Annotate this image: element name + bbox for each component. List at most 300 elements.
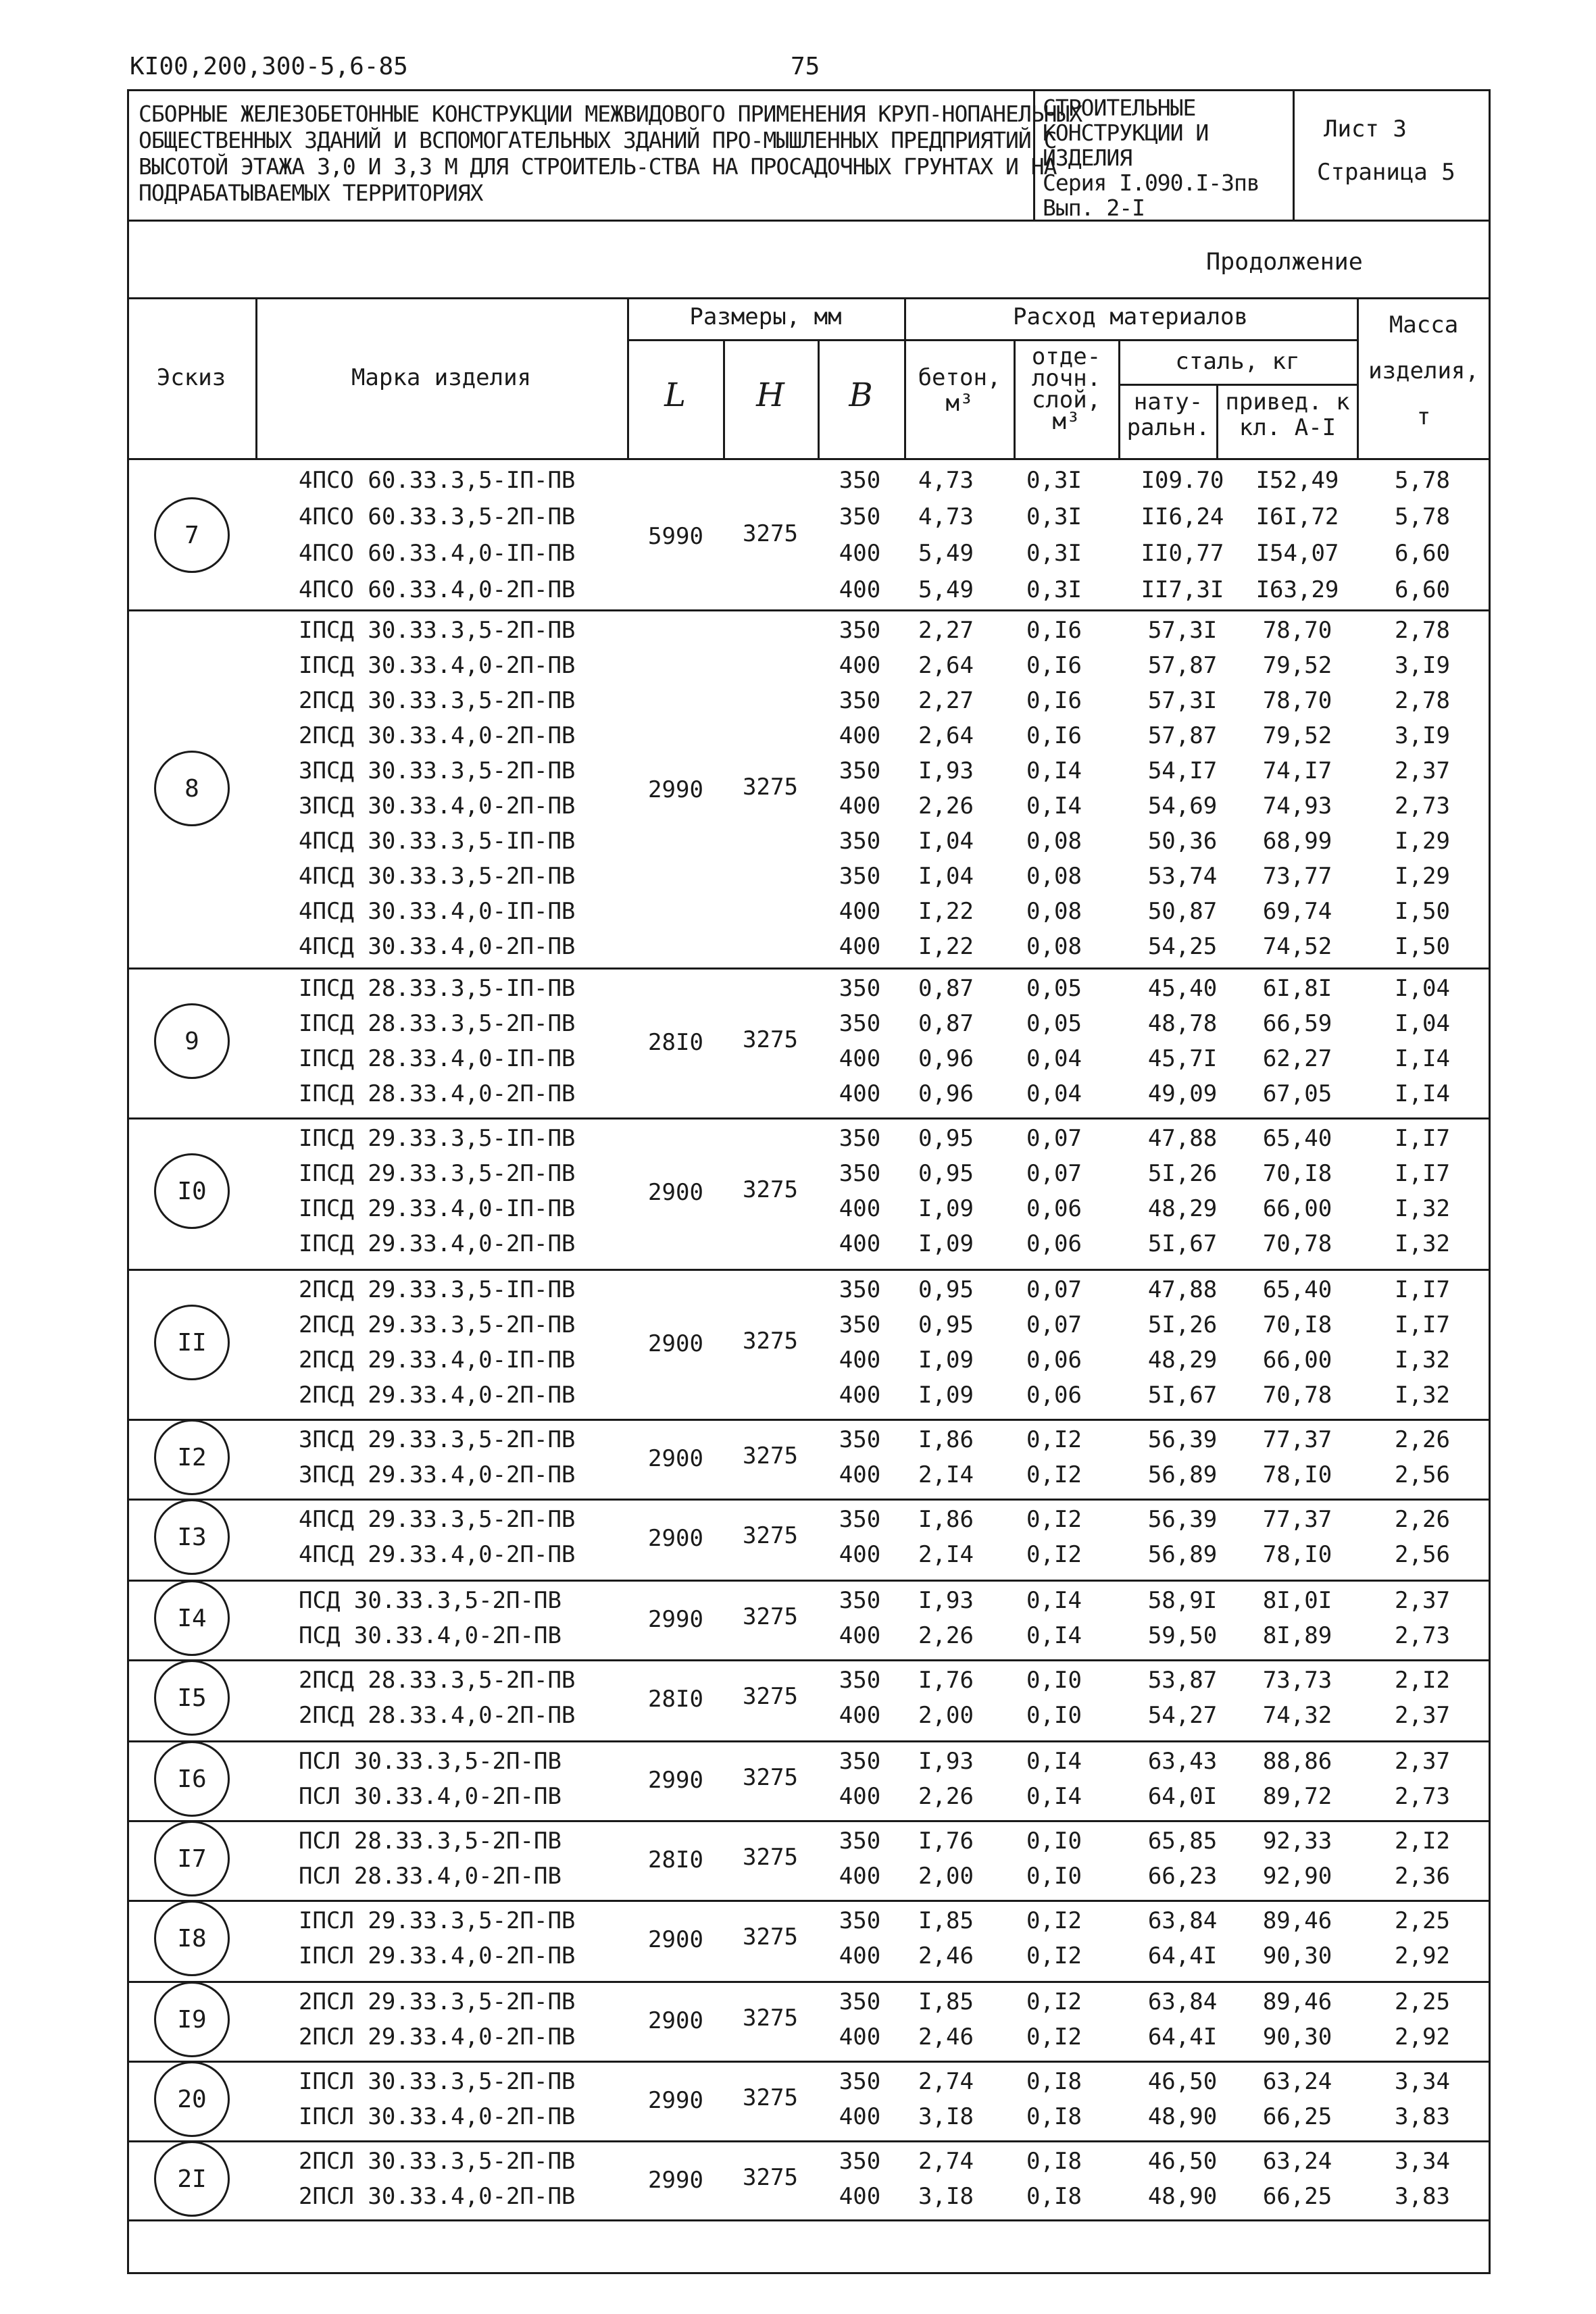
cell-mark: 2ПСЛ 30.33.3,5-2П-ПВ [299,2148,576,2175]
cell-B: 350 [839,503,881,530]
cell-steel-red: 90,30 [1262,1942,1332,1969]
cell-B: 350 [839,1426,881,1453]
cell-steel-nat: 57,87 [1147,722,1218,749]
cell-mass: I,32 [1395,1382,1450,1409]
cell-mark: 4ПСО 60.33.4,0-2П-ПВ [299,576,576,603]
cell-height: 3275 [743,1328,798,1355]
series-line: Серия I.090.I-3пв [1043,170,1260,196]
cell-finish: 0,I0 [1026,1702,1082,1729]
cell-steel-red: 6I,8I [1262,975,1332,1002]
cell-steel-nat: 48,29 [1147,1195,1218,1222]
cell-concrete: I,86 [918,1426,974,1453]
header-mass-line: изделия, [1368,357,1479,384]
cell-steel-nat: 5I,67 [1147,1382,1218,1409]
cell-steel-nat: 53,87 [1147,1667,1218,1694]
cell-B: 350 [839,1506,881,1533]
cell-concrete: I,22 [918,933,974,960]
cell-concrete: 5,49 [918,576,974,603]
cell-concrete: 2,I4 [918,1461,974,1488]
cell-finish: 0,I8 [1026,2068,1082,2095]
cell-concrete: I,22 [918,898,974,925]
cell-B: 350 [839,1010,881,1037]
cell-length: 28I0 [648,1029,703,1056]
header-steel-natural: нату-ральн. [1126,388,1210,441]
cell-mass: 3,83 [1395,2103,1450,2130]
cell-steel-red: 63,24 [1262,2068,1332,2095]
cell-steel-red: 63,24 [1262,2148,1332,2175]
cell-concrete: 5,49 [918,540,974,567]
cell-steel-red: 66,00 [1262,1347,1332,1374]
cell-mark: ПСД 30.33.4,0-2П-ПВ [299,1622,562,1649]
cell-B: 400 [839,2023,881,2051]
cell-steel-red: 79,52 [1262,722,1332,749]
cell-steel-nat: 57,3I [1147,617,1218,644]
cell-finish: 0,I2 [1026,1942,1082,1969]
cell-mass: 2,78 [1395,687,1450,714]
cell-finish: 0,I6 [1026,687,1082,714]
cell-finish: 0,3I [1026,467,1082,494]
cell-B: 400 [839,1045,881,1072]
cell-steel-red: 67,05 [1262,1080,1332,1107]
cell-B: 350 [839,975,881,1002]
series-line: СТРОИТЕЛЬНЫЕ [1043,95,1196,121]
cell-B: 350 [839,1276,881,1303]
cell-mass: 2,73 [1395,793,1450,820]
cell-steel-nat: 48,78 [1147,1010,1218,1037]
cell-steel-nat: II7,3I [1141,576,1224,603]
header-sketch: Эскиз [156,364,226,391]
sketch-number: I5 [154,1660,230,1736]
cell-steel-red: I54,07 [1255,540,1339,567]
cell-concrete: I,76 [918,1828,974,1855]
cell-finish: 0,07 [1026,1160,1082,1187]
cell-mass: I,I7 [1395,1276,1450,1303]
cell-mark: 4ПСД 30.33.4,0-2П-ПВ [299,933,576,960]
cell-concrete: I,93 [918,1587,974,1614]
cell-finish: 0,I4 [1026,1622,1082,1649]
cell-mark: ПСЛ 28.33.3,5-2П-ПВ [299,1828,562,1855]
sketch-number: I8 [154,1901,230,1976]
cell-concrete: I,04 [918,828,974,855]
cell-finish: 0,I2 [1026,2023,1082,2051]
cell-B: 350 [839,1907,881,1934]
cell-height: 3275 [743,2005,798,2032]
cell-mass: 3,I9 [1395,652,1450,679]
cell-mass: I,29 [1395,863,1450,890]
cell-steel-red: 66,00 [1262,1195,1332,1222]
cell-finish: 0,I2 [1026,1988,1082,2015]
cell-mark: 2ПСЛ 30.33.4,0-2П-ПВ [299,2183,576,2210]
cell-steel-nat: 46,50 [1147,2148,1218,2175]
cell-height: 3275 [743,2164,798,2191]
cell-mark: 3ПСД 30.33.4,0-2П-ПВ [299,793,576,820]
cell-B: 400 [839,793,881,820]
cell-steel-red: 66,25 [1262,2103,1332,2130]
cell-mass: 2,56 [1395,1461,1450,1488]
cell-length: 2900 [648,1445,703,1472]
cell-concrete: 2,27 [918,617,974,644]
cell-mass: I,29 [1395,828,1450,855]
cell-finish: 0,I4 [1026,1783,1082,1810]
cell-B: 350 [839,828,881,855]
cell-length: 2990 [648,1606,703,1633]
cell-finish: 0,07 [1026,1276,1082,1303]
cell-concrete: 0,87 [918,1010,974,1037]
cell-B: 400 [839,1195,881,1222]
document-code: КI00,200,300-5,6-85 [130,53,408,80]
cell-B: 350 [839,687,881,714]
cell-steel-red: 8I,89 [1262,1622,1332,1649]
cell-steel-red: 62,27 [1262,1045,1332,1072]
cell-length: 2900 [648,1525,703,1552]
cell-steel-red: 8I,0I [1262,1587,1332,1614]
cell-concrete: 0,96 [918,1080,974,1107]
sketch-number: I9 [154,1982,230,2057]
cell-finish: 0,I4 [1026,793,1082,820]
cell-steel-nat: 64,4I [1147,2023,1218,2051]
cell-B: 400 [839,1461,881,1488]
cell-steel-red: 74,52 [1262,933,1332,960]
cell-B: 400 [839,2183,881,2210]
cell-concrete: 0,95 [918,1160,974,1187]
cell-steel-red: 78,70 [1262,617,1332,644]
cell-steel-nat: 54,27 [1147,1702,1218,1729]
cell-finish: 0,I2 [1026,1461,1082,1488]
sketch-number: 20 [154,2061,230,2137]
cell-mass: 2,26 [1395,1426,1450,1453]
cell-B: 400 [839,1783,881,1810]
cell-length: 2990 [648,2167,703,2194]
cell-mark: 2ПСД 29.33.4,0-IП-ПВ [299,1347,576,1374]
cell-steel-red: 78,70 [1262,687,1332,714]
cell-length: 2990 [648,1767,703,1794]
cell-finish: 0,I0 [1026,1667,1082,1694]
cell-mark: ПСД 30.33.3,5-2П-ПВ [299,1587,562,1614]
cell-B: 400 [839,576,881,603]
cell-steel-nat: 5I,26 [1147,1311,1218,1338]
cell-mass: I,I4 [1395,1080,1450,1107]
header-L: L [664,376,686,414]
cell-mark: ПСЛ 30.33.4,0-2П-ПВ [299,1783,562,1810]
cell-concrete: 3,I8 [918,2103,974,2130]
cell-mark: 2ПСД 30.33.4,0-2П-ПВ [299,722,576,749]
cell-B: 400 [839,1863,881,1890]
cell-B: 350 [839,1587,881,1614]
cell-steel-red: 92,33 [1262,1828,1332,1855]
cell-steel-red: 92,90 [1262,1863,1332,1890]
cell-steel-nat: 54,I7 [1147,757,1218,784]
cell-height: 3275 [743,1026,798,1053]
cell-finish: 0,3I [1026,576,1082,603]
sketch-number: I2 [154,1419,230,1495]
cell-steel-nat: 59,50 [1147,1622,1218,1649]
cell-finish: 0,08 [1026,933,1082,960]
cell-steel-nat: 50,36 [1147,828,1218,855]
cell-B: 350 [839,617,881,644]
cell-finish: 0,04 [1026,1045,1082,1072]
cell-steel-nat: 53,74 [1147,863,1218,890]
cell-mass: 2,37 [1395,1587,1450,1614]
cell-steel-red: 68,99 [1262,828,1332,855]
cell-concrete: 0,87 [918,975,974,1002]
cell-mass: I,I7 [1395,1125,1450,1152]
sketch-number: I7 [154,1821,230,1896]
cell-B: 350 [839,1988,881,2015]
header-concrete: бетон, м³ [918,364,1001,417]
cell-length: 28I0 [648,1846,703,1873]
cell-mass: I,50 [1395,933,1450,960]
cell-steel-nat: I09.70 [1141,467,1224,494]
cell-steel-nat: 56,39 [1147,1426,1218,1453]
cell-B: 400 [839,1942,881,1969]
cell-B: 350 [839,1828,881,1855]
cell-mark: IПСД 28.33.3,5-IП-ПВ [299,975,576,1002]
cell-mass: 2,73 [1395,1622,1450,1649]
cell-concrete: 2,46 [918,2023,974,2051]
cell-mark: 3ПСД 29.33.4,0-2П-ПВ [299,1461,576,1488]
cell-steel-red: 79,52 [1262,652,1332,679]
cell-B: 400 [839,1622,881,1649]
cell-mark: ПСЛ 30.33.3,5-2П-ПВ [299,1748,562,1775]
cell-finish: 0,I8 [1026,2148,1082,2175]
cell-mass: 2,78 [1395,617,1450,644]
cell-mark: IПСД 30.33.3,5-2П-ПВ [299,617,576,644]
header-materials: Расход материалов [1013,303,1248,330]
cell-steel-nat: 63,84 [1147,1907,1218,1934]
cell-height: 3275 [743,2084,798,2111]
cell-height: 3275 [743,774,798,801]
cell-mass: I,04 [1395,1010,1450,1037]
cell-concrete: I,04 [918,863,974,890]
cell-concrete: 2,74 [918,2148,974,2175]
cell-steel-red: 88,86 [1262,1748,1332,1775]
cell-steel-red: 70,78 [1262,1382,1332,1409]
cell-concrete: 0,96 [918,1045,974,1072]
cell-B: 400 [839,1080,881,1107]
cell-mass: 5,78 [1395,467,1450,494]
cell-mark: 3ПСД 30.33.3,5-2П-ПВ [299,757,576,784]
sketch-number: I0 [154,1153,230,1229]
page-number: 75 [791,53,820,80]
cell-steel-nat: 47,88 [1147,1125,1218,1152]
cell-concrete: 2,26 [918,1783,974,1810]
cell-mark: 4ПСД 30.33.4,0-IП-ПВ [299,898,576,925]
cell-finish: 0,I8 [1026,2103,1082,2130]
cell-mass: 3,I9 [1395,722,1450,749]
cell-concrete: 2,00 [918,1702,974,1729]
header-mass [1357,312,1491,430]
header-mass-line: т [1416,403,1431,430]
cell-concrete: 2,26 [918,1622,974,1649]
sketch-number: I6 [154,1741,230,1817]
cell-finish: 0,07 [1026,1311,1082,1338]
cell-steel-red: 70,78 [1262,1230,1332,1257]
cell-steel-red: I63,29 [1255,576,1339,603]
title-block [127,89,1491,222]
cell-steel-nat: 5I,26 [1147,1160,1218,1187]
cell-mark: 2ПСД 29.33.3,5-IП-ПВ [299,1276,576,1303]
cell-mark: IПСЛ 30.33.3,5-2П-ПВ [299,2068,576,2095]
cell-concrete: I,93 [918,1748,974,1775]
cell-steel-red: 78,I0 [1262,1461,1332,1488]
cell-concrete: I,93 [918,757,974,784]
cell-length: 2990 [648,2087,703,2114]
cell-concrete: I,76 [918,1667,974,1694]
cell-steel-nat: II6,24 [1141,503,1224,530]
cell-steel-nat: 50,87 [1147,898,1218,925]
cell-steel-red: 66,25 [1262,2183,1332,2210]
cell-concrete: 2,64 [918,722,974,749]
cell-mass: I,32 [1395,1230,1450,1257]
cell-mark: 4ПСД 30.33.3,5-2П-ПВ [299,863,576,890]
cell-steel-nat: 64,0I [1147,1783,1218,1810]
series-line: Вып. 2-I [1043,195,1145,221]
cell-mass: I,I7 [1395,1311,1450,1338]
cell-height: 3275 [743,1844,798,1871]
cell-concrete: I,85 [918,1907,974,1934]
cell-B: 400 [839,1702,881,1729]
header-mass-line: Масса [1389,311,1459,338]
cell-steel-nat: 54,69 [1147,793,1218,820]
header-dimensions: Размеры, мм [689,303,842,330]
cell-mass: 2,37 [1395,1702,1450,1729]
cell-finish: 0,07 [1026,1125,1082,1152]
cell-mark: IПСД 29.33.3,5-2П-ПВ [299,1160,576,1187]
cell-steel-nat: 57,3I [1147,687,1218,714]
cell-mass: I,32 [1395,1195,1450,1222]
cell-mark: 2ПСД 29.33.3,5-2П-ПВ [299,1311,576,1338]
cell-B: 350 [839,467,881,494]
cell-mass: 3,83 [1395,2183,1450,2210]
cell-height: 3275 [743,520,798,547]
series-line: ИЗДЕЛИЯ [1043,145,1132,171]
cell-steel-nat: 47,88 [1147,1276,1218,1303]
cell-steel-nat: 49,09 [1147,1080,1218,1107]
continuation-label: Продолжение [1206,249,1363,276]
header-steel-reduced: привед. к кл. А-I [1225,388,1350,441]
cell-B: 400 [839,1541,881,1568]
cell-steel-red: 65,40 [1262,1276,1332,1303]
sketch-number: 9 [154,1003,230,1079]
cell-mark: 4ПСД 29.33.4,0-2П-ПВ [299,1541,576,1568]
cell-steel-nat: 65,85 [1147,1828,1218,1855]
cell-concrete: 2,46 [918,1942,974,1969]
sketch-number: I4 [154,1580,230,1656]
cell-concrete: I,09 [918,1195,974,1222]
header-finishing: отде-лочн. слой, м³ [1031,343,1101,435]
cell-mass: 5,78 [1395,503,1450,530]
sketch-number: 2I [154,2141,230,2217]
cell-mark: IПСЛ 30.33.4,0-2П-ПВ [299,2103,576,2130]
cell-steel-nat: 58,9I [1147,1587,1218,1614]
cell-mass: I,04 [1395,975,1450,1002]
cell-mass: I,I4 [1395,1045,1450,1072]
cell-concrete: 0,95 [918,1276,974,1303]
cell-finish: 0,08 [1026,898,1082,925]
cell-steel-red: 73,73 [1262,1667,1332,1694]
cell-steel-red: I52,49 [1255,467,1339,494]
cell-B: 400 [839,1230,881,1257]
cell-B: 350 [839,1311,881,1338]
cell-length: 2900 [648,2007,703,2034]
cell-steel-nat: 57,87 [1147,652,1218,679]
cell-B: 400 [839,722,881,749]
cell-concrete: 3,I8 [918,2183,974,2210]
cell-mark: 2ПСД 28.33.3,5-2П-ПВ [299,1667,576,1694]
cell-mass: 2,36 [1395,1863,1450,1890]
series-info [1043,95,1313,220]
cell-finish: 0,I4 [1026,1587,1082,1614]
cell-mass: 2,25 [1395,1907,1450,1934]
cell-B: 400 [839,1347,881,1374]
cell-concrete: 4,73 [918,467,974,494]
cell-height: 3275 [743,1442,798,1469]
cell-steel-nat: 48,90 [1147,2183,1218,2210]
cell-height: 3275 [743,1764,798,1791]
cell-mass: 2,56 [1395,1541,1450,1568]
cell-length: 2990 [648,776,703,803]
cell-steel-red: 89,46 [1262,1988,1332,2015]
cell-mark: IПСД 29.33.4,0-2П-ПВ [299,1230,576,1257]
cell-concrete: 2,00 [918,1863,974,1890]
cell-mass: 2,37 [1395,757,1450,784]
cell-steel-nat: 5I,67 [1147,1230,1218,1257]
cell-mass: I,I7 [1395,1160,1450,1187]
cell-steel-red: 89,46 [1262,1907,1332,1934]
cell-B: 400 [839,898,881,925]
cell-concrete: 2,26 [918,793,974,820]
cell-steel-nat: 48,90 [1147,2103,1218,2130]
cell-mark: ПСЛ 28.33.4,0-2П-ПВ [299,1863,562,1890]
header-mark: Марка изделия [351,364,532,391]
cell-finish: 0,I0 [1026,1828,1082,1855]
cell-B: 400 [839,933,881,960]
cell-finish: 0,I2 [1026,1506,1082,1533]
cell-steel-red: 74,I7 [1262,757,1332,784]
series-line: КОНСТРУКЦИИ И [1043,120,1209,146]
cell-mass: 2,I2 [1395,1667,1450,1694]
cell-concrete: 2,I4 [918,1541,974,1568]
cell-mark: 2ПСД 30.33.3,5-2П-ПВ [299,687,576,714]
cell-mass: 2,26 [1395,1506,1450,1533]
cell-concrete: I,09 [918,1347,974,1374]
cell-finish: 0,I6 [1026,617,1082,644]
header-H: H [756,376,784,414]
cell-steel-nat: 56,89 [1147,1541,1218,1568]
cell-B: 350 [839,1748,881,1775]
header-steel: сталь, кг [1175,348,1300,375]
cell-finish: 0,I2 [1026,1907,1082,1934]
cell-B: 350 [839,863,881,890]
cell-mark: IПСД 29.33.4,0-IП-ПВ [299,1195,576,1222]
cell-mark: 2ПСЛ 29.33.3,5-2П-ПВ [299,1988,576,2015]
cell-mass: 3,34 [1395,2068,1450,2095]
cell-finish: 0,04 [1026,1080,1082,1107]
cell-height: 3275 [743,1603,798,1630]
sketch-number: 8 [154,751,230,826]
document-title: СБОРНЫЕ ЖЕЛЕЗОБЕТОННЫЕ КОНСТРУКЦИИ МЕЖВИДОВОГО ПРИМЕНЕНИЯ КРУП-НОПАНЕЛЬНЫХ ОБЩЕСТВЕННЫХ ЗДАНИЙ И ВСПОМОГАТЕЛЬНЫХ ЗДАНИЙ ПРО-МЫШЛЕННЫХ ПРЕДПРИЯТИЙ С ВЫСОТОЙ ЭТАЖА 3,0 И 3,3 М ДЛЯ СТРОИТЕЛЬ-СТВА НА ПРОСАДОЧНЫХ ГРУНТАХ И НА ПОДРАБАТЫВАЕМЫХ ТЕРРИТОРИЯХ [139,101,1082,206]
cell-mark: 4ПСД 30.33.3,5-IП-ПВ [299,828,576,855]
sketch-number: I3 [154,1499,230,1575]
cell-steel-nat: 56,39 [1147,1506,1218,1533]
cell-mark: IПСД 28.33.4,0-IП-ПВ [299,1045,576,1072]
cell-mass: I,50 [1395,898,1450,925]
cell-steel-red: 77,37 [1262,1426,1332,1453]
cell-finish: 0,I2 [1026,1426,1082,1453]
cell-height: 3275 [743,1176,798,1203]
cell-concrete: 0,95 [918,1311,974,1338]
cell-B: 400 [839,540,881,567]
